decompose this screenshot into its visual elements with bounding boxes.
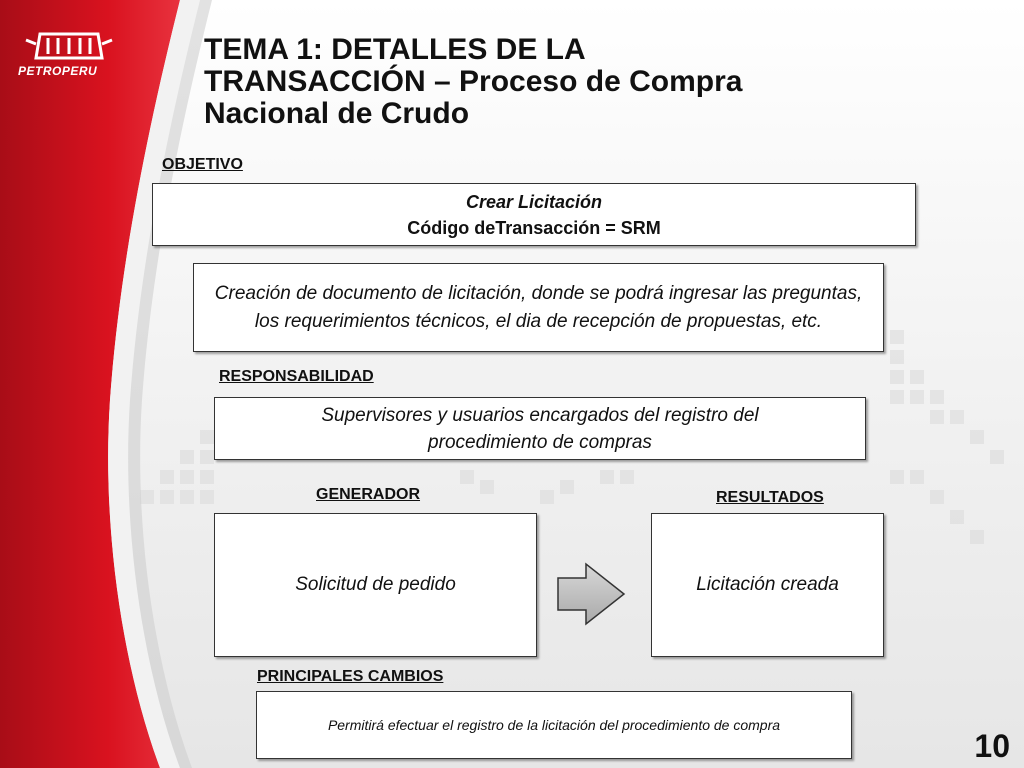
cambios-text: Permitirá efectuar el registro de la licitación del procedimiento de compra (327, 717, 781, 733)
page-number: 10 (974, 728, 1010, 764)
generador-text: Solicitud de pedido (295, 574, 456, 595)
objetivo-title: Crear Licitación (465, 191, 603, 212)
objetivo-description-box (193, 263, 884, 352)
responsabilidad-box (214, 397, 866, 460)
objetivo-description: Creación de documento de licitación, donde se podrá ingresar las preguntas, los requerimientos técnicos, el dia de recepción de propuestas, etc. (214, 282, 863, 332)
title-line-2: TRANSACCIÓN – Proceso de Compra (204, 65, 743, 98)
resultados-box (651, 513, 884, 657)
responsabilidad-label: RESPONSABILIDAD (219, 368, 374, 385)
generador-box (214, 513, 537, 657)
title-line-3: Nacional de Crudo (204, 97, 470, 130)
transaction-code: Código deTransacción = SRM (407, 217, 661, 238)
responsabilidad-text: Supervisores y usuarios encargados del registro del procedimiento de compras (321, 404, 759, 453)
right-arrow-icon (556, 562, 628, 626)
resultados-label: RESULTADOS (716, 489, 824, 506)
slide-title (204, 34, 904, 130)
generador-label: GENERADOR (316, 486, 421, 503)
logo-text: PETROPERU (18, 64, 98, 78)
objetivo-label: OBJETIVO (162, 156, 243, 173)
cambios-box (256, 691, 852, 759)
title-line-1: TEMA 1: DETALLES DE LA (204, 33, 586, 66)
resultados-text: Licitación creada (696, 574, 839, 595)
cambios-label: PRINCIPALES CAMBIOS (257, 668, 444, 685)
objetivo-box (152, 183, 916, 246)
